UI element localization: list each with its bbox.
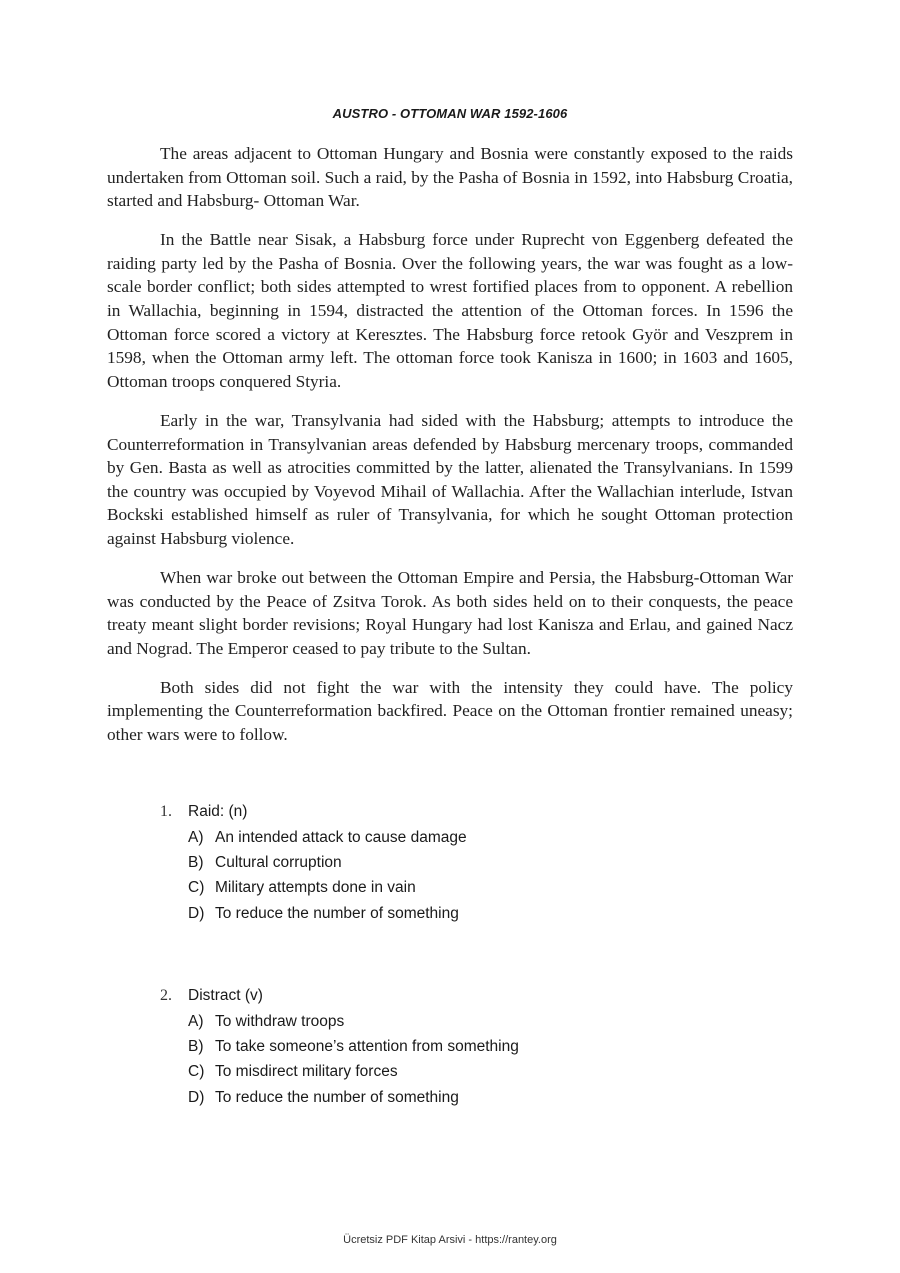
option-letter: C)	[188, 879, 205, 897]
option-a[interactable]	[188, 1013, 760, 1038]
option-letter: B)	[188, 1037, 204, 1055]
page-footer: Ücretsiz PDF Kitap Arsivi - https://rantey.org	[343, 1234, 557, 1246]
paragraph: When war broke out between the Ottoman Empire and Persia, the Habsburg-Ottoman War was conducted by the Peace of Zsitva Torok. As both sides held on to their conquests, the peace treaty meant slight border revisions; Royal Hungary had lost Kanisza and Erlau, and gained Nacz and Nograd. The Emperor ceased to pay tribute to the Sultan.	[107, 568, 793, 658]
option-d[interactable]	[188, 1089, 760, 1114]
option-text: An intended attack to cause damage	[215, 828, 467, 846]
question-number: 2.	[160, 987, 172, 1005]
option-text: To withdraw troops	[215, 1012, 345, 1030]
option-list	[160, 1013, 760, 1115]
option-d[interactable]	[188, 905, 760, 930]
option-a[interactable]	[188, 829, 760, 854]
question-header	[160, 803, 760, 829]
document-title: AUSTRO - OTTOMAN WAR 1592-1606	[332, 106, 568, 121]
paragraph: Early in the war, Transylvania had sided with the Habsburg; attempts to introduce the Counterreformation in Transylvanian areas defended by Habsburg mercenary troops, commanded by Gen. Basta as well as atrocities committed by the latter, alienated the Transylvanians. In 1599 the country was occupied by Voyevod Mihail of Wallachia. After the Wallachian interlude, Istvan Bockski established himself as ruler of Transylvania, for which he sought Ottoman protection against Habsburg violence.	[107, 410, 793, 548]
option-text: To reduce the number of something	[215, 1088, 459, 1106]
option-text: To misdirect military forces	[215, 1063, 398, 1081]
question-text: Raid: (n)	[188, 803, 248, 820]
paragraph: The areas adjacent to Ottoman Hungary and Bosnia were constantly exposed to the raids undertaken from Ottoman soil. Such a raid, by the Pasha of Bosnia in 1592, into Habsburg Croatia, started and Habsburg- Ottoman War.	[107, 144, 793, 211]
paragraph: In the Battle near Sisak, a Habsburg force under Ruprecht von Eggenberg defeated the raiding party led by the Pasha of Bosnia. Over the following years, the war was fought as a low-scale border conflict; both sides attempted to wrest fortified places from to opponent. A rebellion in Wallachia, beginning in 1594, distracted the attention of the Ottoman forces. In 1596 the Ottoman force scored a victory at Keresztes. The Habsburg force retook Györ and Veszprem in 1598, when the Ottoman army left. The ottoman force took Kanisza in 1600; in 1603 and 1605, Ottoman troops conquered Styria.	[107, 230, 793, 391]
option-text: Military attempts done in vain	[215, 879, 416, 897]
question-number: 1.	[160, 803, 172, 820]
option-letter: A)	[188, 828, 204, 846]
paragraph: Both sides did not fight the war with the intensity they could have. The policy implementing the Counterreformation backfired. Peace on the Ottoman frontier remained uneasy; other wars were to follow.	[107, 677, 793, 745]
question-1	[160, 803, 760, 930]
option-text: To reduce the number of something	[215, 904, 459, 922]
option-letter: D)	[188, 904, 205, 922]
option-c[interactable]	[188, 1063, 760, 1088]
option-letter: C)	[188, 1063, 205, 1081]
question-list	[160, 803, 760, 1171]
option-text: Cultural corruption	[215, 853, 342, 871]
question-header	[160, 987, 760, 1013]
option-b[interactable]	[188, 854, 760, 879]
option-text: To take someone’s attention from something	[215, 1037, 519, 1055]
question-text: Distract (v)	[188, 987, 263, 1005]
option-list	[160, 829, 760, 931]
option-b[interactable]	[188, 1038, 760, 1063]
option-c[interactable]	[188, 879, 760, 904]
question-2	[160, 987, 760, 1114]
article-body	[107, 142, 793, 762]
option-letter: A)	[188, 1012, 204, 1030]
option-letter: D)	[188, 1088, 205, 1106]
option-letter: B)	[188, 853, 204, 871]
